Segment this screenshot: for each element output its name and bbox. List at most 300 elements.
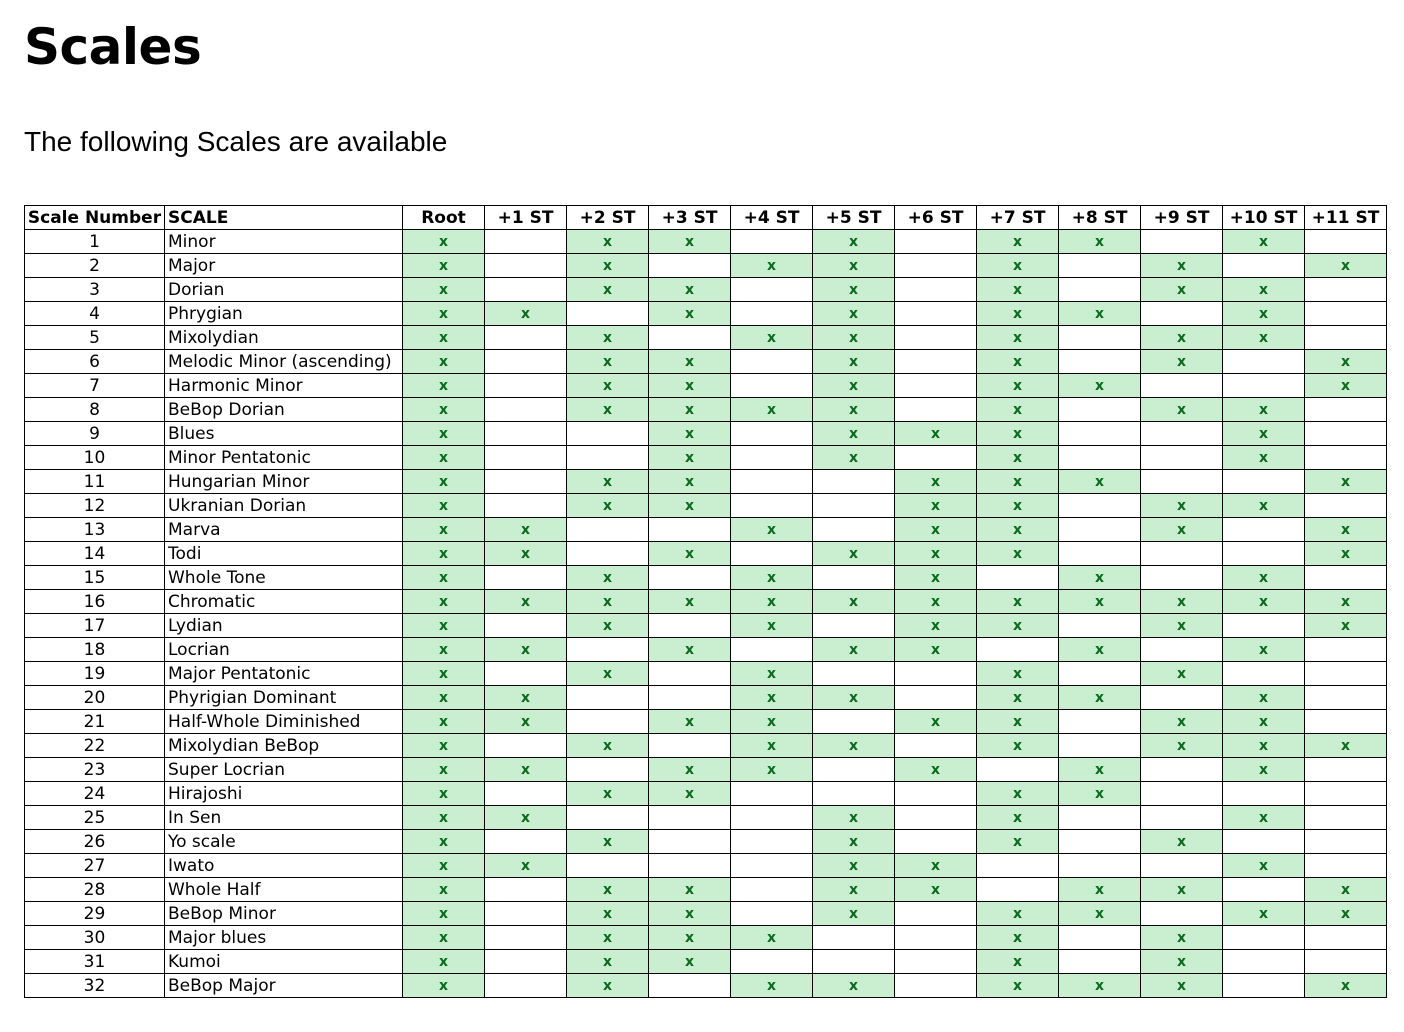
interval-mark-cell: x: [403, 422, 485, 446]
interval-empty-cell: [1305, 398, 1387, 422]
interval-empty-cell: [649, 254, 731, 278]
interval-mark-cell: x: [1223, 638, 1305, 662]
interval-mark-cell: x: [895, 638, 977, 662]
interval-mark-cell: x: [731, 566, 813, 590]
interval-mark-cell: x: [813, 854, 895, 878]
interval-mark-cell: x: [485, 854, 567, 878]
scale-number-cell: 21: [25, 710, 165, 734]
scale-number-cell: 19: [25, 662, 165, 686]
interval-empty-cell: [895, 782, 977, 806]
interval-mark-cell: x: [403, 734, 485, 758]
interval-empty-cell: [731, 950, 813, 974]
interval-empty-cell: [731, 878, 813, 902]
interval-mark-cell: x: [403, 782, 485, 806]
table-row: [25, 638, 1387, 662]
interval-mark-cell: x: [1059, 758, 1141, 782]
interval-empty-cell: [731, 446, 813, 470]
table-row: [25, 854, 1387, 878]
interval-mark-cell: x: [1305, 374, 1387, 398]
interval-empty-cell: [731, 902, 813, 926]
interval-empty-cell: [731, 542, 813, 566]
interval-empty-cell: [485, 926, 567, 950]
interval-mark-cell: x: [977, 422, 1059, 446]
interval-empty-cell: [813, 662, 895, 686]
scale-name-cell: Ukranian Dorian: [165, 494, 403, 518]
interval-mark-cell: x: [649, 782, 731, 806]
interval-empty-cell: [567, 758, 649, 782]
interval-empty-cell: [1059, 398, 1141, 422]
interval-mark-cell: x: [1305, 470, 1387, 494]
scale-name-cell: Major Pentatonic: [165, 662, 403, 686]
interval-mark-cell: x: [649, 374, 731, 398]
interval-mark-cell: x: [1141, 518, 1223, 542]
header-8-st: +8 ST: [1059, 206, 1141, 230]
interval-mark-cell: x: [813, 878, 895, 902]
interval-empty-cell: [485, 494, 567, 518]
interval-empty-cell: [977, 566, 1059, 590]
interval-empty-cell: [1141, 422, 1223, 446]
table-row: [25, 374, 1387, 398]
scale-name-cell: Major blues: [165, 926, 403, 950]
interval-mark-cell: x: [485, 686, 567, 710]
interval-empty-cell: [1305, 926, 1387, 950]
table-row: [25, 926, 1387, 950]
interval-mark-cell: x: [1059, 638, 1141, 662]
interval-mark-cell: x: [649, 950, 731, 974]
scale-name-cell: Minor Pentatonic: [165, 446, 403, 470]
interval-mark-cell: x: [567, 830, 649, 854]
scales-table: [24, 205, 1387, 998]
interval-mark-cell: x: [567, 614, 649, 638]
scale-number-cell: 5: [25, 326, 165, 350]
interval-empty-cell: [895, 326, 977, 350]
interval-empty-cell: [567, 422, 649, 446]
interval-mark-cell: x: [1223, 566, 1305, 590]
header-9-st: +9 ST: [1141, 206, 1223, 230]
interval-mark-cell: x: [649, 542, 731, 566]
interval-empty-cell: [1141, 446, 1223, 470]
scale-number-cell: 17: [25, 614, 165, 638]
interval-empty-cell: [485, 782, 567, 806]
table-row: [25, 902, 1387, 926]
interval-mark-cell: x: [1305, 614, 1387, 638]
interval-mark-cell: x: [649, 710, 731, 734]
scale-name-cell: Melodic Minor (ascending): [165, 350, 403, 374]
table-body: [25, 230, 1387, 998]
interval-mark-cell: x: [895, 470, 977, 494]
interval-empty-cell: [731, 350, 813, 374]
interval-empty-cell: [1223, 542, 1305, 566]
interval-mark-cell: x: [977, 590, 1059, 614]
interval-mark-cell: x: [813, 230, 895, 254]
interval-mark-cell: x: [813, 350, 895, 374]
interval-empty-cell: [731, 638, 813, 662]
interval-mark-cell: x: [1059, 878, 1141, 902]
interval-mark-cell: x: [1059, 686, 1141, 710]
scale-name-cell: Whole Tone: [165, 566, 403, 590]
interval-mark-cell: x: [813, 734, 895, 758]
interval-mark-cell: x: [1059, 470, 1141, 494]
scale-name-cell: Marva: [165, 518, 403, 542]
interval-empty-cell: [1059, 350, 1141, 374]
interval-empty-cell: [485, 326, 567, 350]
scale-number-cell: 26: [25, 830, 165, 854]
interval-mark-cell: x: [977, 542, 1059, 566]
interval-empty-cell: [485, 950, 567, 974]
scale-number-cell: 3: [25, 278, 165, 302]
scale-number-cell: 7: [25, 374, 165, 398]
interval-mark-cell: x: [895, 422, 977, 446]
interval-mark-cell: x: [1141, 350, 1223, 374]
table-row: [25, 710, 1387, 734]
interval-mark-cell: x: [895, 590, 977, 614]
interval-mark-cell: x: [977, 326, 1059, 350]
interval-mark-cell: x: [649, 638, 731, 662]
interval-empty-cell: [1141, 806, 1223, 830]
interval-mark-cell: x: [977, 974, 1059, 998]
interval-mark-cell: x: [1305, 518, 1387, 542]
scale-number-cell: 8: [25, 398, 165, 422]
interval-empty-cell: [1059, 254, 1141, 278]
interval-empty-cell: [1305, 686, 1387, 710]
interval-empty-cell: [895, 302, 977, 326]
interval-empty-cell: [649, 566, 731, 590]
interval-mark-cell: x: [1059, 374, 1141, 398]
table-row: [25, 734, 1387, 758]
table-row: [25, 398, 1387, 422]
interval-mark-cell: x: [1141, 926, 1223, 950]
interval-empty-cell: [1223, 878, 1305, 902]
header-1-st: +1 ST: [485, 206, 567, 230]
scale-name-cell: Major: [165, 254, 403, 278]
interval-empty-cell: [731, 806, 813, 830]
interval-mark-cell: x: [403, 446, 485, 470]
interval-empty-cell: [895, 926, 977, 950]
interval-mark-cell: x: [567, 494, 649, 518]
interval-mark-cell: x: [649, 350, 731, 374]
interval-empty-cell: [731, 302, 813, 326]
interval-empty-cell: [1305, 326, 1387, 350]
interval-mark-cell: x: [567, 974, 649, 998]
interval-mark-cell: x: [813, 902, 895, 926]
interval-mark-cell: x: [731, 974, 813, 998]
scale-name-cell: Mixolydian BeBop: [165, 734, 403, 758]
interval-mark-cell: x: [1059, 230, 1141, 254]
interval-mark-cell: x: [1141, 398, 1223, 422]
interval-empty-cell: [731, 278, 813, 302]
interval-mark-cell: x: [977, 662, 1059, 686]
interval-empty-cell: [567, 518, 649, 542]
scale-number-cell: 12: [25, 494, 165, 518]
interval-empty-cell: [1059, 422, 1141, 446]
interval-mark-cell: x: [813, 638, 895, 662]
interval-mark-cell: x: [567, 350, 649, 374]
interval-mark-cell: x: [1223, 686, 1305, 710]
table-row: [25, 302, 1387, 326]
interval-empty-cell: [895, 686, 977, 710]
interval-empty-cell: [1305, 638, 1387, 662]
interval-mark-cell: x: [1141, 590, 1223, 614]
interval-mark-cell: x: [977, 734, 1059, 758]
interval-empty-cell: [1223, 782, 1305, 806]
interval-mark-cell: x: [977, 806, 1059, 830]
interval-empty-cell: [895, 278, 977, 302]
table-row: [25, 614, 1387, 638]
interval-empty-cell: [977, 854, 1059, 878]
interval-mark-cell: x: [813, 590, 895, 614]
interval-mark-cell: x: [895, 542, 977, 566]
interval-empty-cell: [977, 758, 1059, 782]
interval-empty-cell: [813, 470, 895, 494]
interval-mark-cell: x: [813, 278, 895, 302]
interval-mark-cell: x: [1141, 326, 1223, 350]
table-row: [25, 494, 1387, 518]
scale-name-cell: Super Locrian: [165, 758, 403, 782]
interval-empty-cell: [1305, 302, 1387, 326]
interval-mark-cell: x: [977, 614, 1059, 638]
interval-mark-cell: x: [813, 542, 895, 566]
interval-empty-cell: [895, 350, 977, 374]
interval-mark-cell: x: [403, 302, 485, 326]
interval-mark-cell: x: [403, 686, 485, 710]
interval-mark-cell: x: [1141, 830, 1223, 854]
interval-empty-cell: [1141, 758, 1223, 782]
interval-mark-cell: x: [403, 614, 485, 638]
interval-empty-cell: [895, 902, 977, 926]
interval-empty-cell: [1223, 518, 1305, 542]
table-row: [25, 806, 1387, 830]
interval-mark-cell: x: [567, 878, 649, 902]
interval-mark-cell: x: [649, 398, 731, 422]
scale-name-cell: Iwato: [165, 854, 403, 878]
interval-mark-cell: x: [1305, 734, 1387, 758]
interval-mark-cell: x: [649, 902, 731, 926]
interval-empty-cell: [813, 782, 895, 806]
interval-mark-cell: x: [977, 302, 1059, 326]
header-root: Root: [403, 206, 485, 230]
interval-mark-cell: x: [567, 566, 649, 590]
interval-mark-cell: x: [813, 326, 895, 350]
interval-empty-cell: [1223, 470, 1305, 494]
interval-empty-cell: [895, 230, 977, 254]
interval-empty-cell: [1305, 662, 1387, 686]
interval-empty-cell: [567, 710, 649, 734]
scale-name-cell: Yo scale: [165, 830, 403, 854]
interval-empty-cell: [895, 806, 977, 830]
interval-mark-cell: x: [1059, 782, 1141, 806]
interval-empty-cell: [649, 614, 731, 638]
interval-mark-cell: x: [1059, 974, 1141, 998]
scale-number-cell: 25: [25, 806, 165, 830]
interval-mark-cell: x: [813, 374, 895, 398]
scale-number-cell: 22: [25, 734, 165, 758]
interval-empty-cell: [731, 230, 813, 254]
interval-mark-cell: x: [1141, 974, 1223, 998]
interval-empty-cell: [813, 566, 895, 590]
interval-empty-cell: [1059, 734, 1141, 758]
interval-mark-cell: x: [403, 926, 485, 950]
table-header-row: [25, 206, 1387, 230]
scale-number-cell: 20: [25, 686, 165, 710]
interval-empty-cell: [1305, 422, 1387, 446]
interval-mark-cell: x: [1223, 398, 1305, 422]
interval-empty-cell: [649, 974, 731, 998]
interval-empty-cell: [485, 230, 567, 254]
interval-empty-cell: [1141, 638, 1223, 662]
interval-mark-cell: x: [977, 686, 1059, 710]
interval-mark-cell: x: [895, 518, 977, 542]
interval-mark-cell: x: [731, 926, 813, 950]
interval-empty-cell: [1305, 710, 1387, 734]
table-row: [25, 686, 1387, 710]
interval-mark-cell: x: [1059, 902, 1141, 926]
interval-mark-cell: x: [1223, 302, 1305, 326]
interval-mark-cell: x: [977, 830, 1059, 854]
scale-name-cell: Hirajoshi: [165, 782, 403, 806]
interval-mark-cell: x: [1223, 326, 1305, 350]
interval-mark-cell: x: [813, 830, 895, 854]
interval-mark-cell: x: [1223, 854, 1305, 878]
interval-empty-cell: [813, 950, 895, 974]
interval-mark-cell: x: [567, 374, 649, 398]
table-row: [25, 566, 1387, 590]
interval-empty-cell: [1223, 374, 1305, 398]
table-row: [25, 830, 1387, 854]
interval-mark-cell: x: [977, 278, 1059, 302]
table-row: [25, 278, 1387, 302]
scale-number-cell: 16: [25, 590, 165, 614]
interval-empty-cell: [895, 446, 977, 470]
scale-number-cell: 4: [25, 302, 165, 326]
interval-mark-cell: x: [567, 230, 649, 254]
table-row: [25, 518, 1387, 542]
interval-empty-cell: [1141, 230, 1223, 254]
interval-empty-cell: [1141, 470, 1223, 494]
interval-mark-cell: x: [731, 614, 813, 638]
interval-empty-cell: [1305, 566, 1387, 590]
interval-mark-cell: x: [403, 230, 485, 254]
interval-mark-cell: x: [403, 326, 485, 350]
interval-mark-cell: x: [485, 638, 567, 662]
interval-mark-cell: x: [1141, 494, 1223, 518]
interval-mark-cell: x: [813, 254, 895, 278]
interval-mark-cell: x: [403, 398, 485, 422]
interval-empty-cell: [895, 662, 977, 686]
interval-mark-cell: x: [813, 686, 895, 710]
interval-empty-cell: [485, 974, 567, 998]
interval-empty-cell: [485, 422, 567, 446]
interval-mark-cell: x: [403, 518, 485, 542]
header-11-st: +11 ST: [1305, 206, 1387, 230]
interval-empty-cell: [895, 254, 977, 278]
interval-empty-cell: [1223, 974, 1305, 998]
interval-mark-cell: x: [403, 662, 485, 686]
interval-mark-cell: x: [731, 326, 813, 350]
interval-empty-cell: [731, 494, 813, 518]
interval-empty-cell: [567, 686, 649, 710]
interval-empty-cell: [813, 710, 895, 734]
interval-mark-cell: x: [485, 806, 567, 830]
interval-mark-cell: x: [567, 782, 649, 806]
interval-mark-cell: x: [403, 590, 485, 614]
interval-mark-cell: x: [895, 710, 977, 734]
scale-number-cell: 15: [25, 566, 165, 590]
scale-number-cell: 10: [25, 446, 165, 470]
interval-empty-cell: [895, 830, 977, 854]
interval-empty-cell: [485, 254, 567, 278]
interval-mark-cell: x: [485, 542, 567, 566]
interval-empty-cell: [485, 614, 567, 638]
interval-mark-cell: x: [649, 422, 731, 446]
interval-empty-cell: [731, 830, 813, 854]
scale-name-cell: Harmonic Minor: [165, 374, 403, 398]
interval-mark-cell: x: [403, 494, 485, 518]
interval-mark-cell: x: [649, 494, 731, 518]
interval-mark-cell: x: [649, 926, 731, 950]
interval-mark-cell: x: [403, 710, 485, 734]
interval-mark-cell: x: [1141, 710, 1223, 734]
interval-mark-cell: x: [485, 518, 567, 542]
interval-mark-cell: x: [731, 254, 813, 278]
interval-mark-cell: x: [403, 278, 485, 302]
interval-mark-cell: x: [567, 470, 649, 494]
interval-empty-cell: [1223, 926, 1305, 950]
interval-empty-cell: [567, 806, 649, 830]
interval-empty-cell: [1305, 278, 1387, 302]
interval-mark-cell: x: [403, 566, 485, 590]
interval-mark-cell: x: [977, 230, 1059, 254]
table-row: [25, 878, 1387, 902]
interval-empty-cell: [1305, 830, 1387, 854]
interval-mark-cell: x: [731, 710, 813, 734]
interval-mark-cell: x: [977, 710, 1059, 734]
interval-empty-cell: [1059, 950, 1141, 974]
interval-mark-cell: x: [1223, 494, 1305, 518]
interval-empty-cell: [1305, 758, 1387, 782]
scale-number-cell: 6: [25, 350, 165, 374]
interval-mark-cell: x: [403, 758, 485, 782]
interval-mark-cell: x: [403, 350, 485, 374]
header-4-st: +4 ST: [731, 206, 813, 230]
interval-mark-cell: x: [1223, 710, 1305, 734]
interval-empty-cell: [567, 542, 649, 566]
interval-empty-cell: [731, 422, 813, 446]
interval-mark-cell: x: [1223, 446, 1305, 470]
interval-empty-cell: [813, 758, 895, 782]
interval-empty-cell: [567, 638, 649, 662]
interval-empty-cell: [1059, 926, 1141, 950]
table-row: [25, 422, 1387, 446]
scale-name-cell: Half-Whole Diminished: [165, 710, 403, 734]
interval-empty-cell: [567, 446, 649, 470]
table-row: [25, 542, 1387, 566]
interval-empty-cell: [1305, 446, 1387, 470]
interval-empty-cell: [1141, 302, 1223, 326]
interval-mark-cell: x: [403, 950, 485, 974]
header-3-st: +3 ST: [649, 206, 731, 230]
interval-empty-cell: [731, 854, 813, 878]
interval-mark-cell: x: [731, 662, 813, 686]
interval-empty-cell: [649, 662, 731, 686]
interval-empty-cell: [1059, 806, 1141, 830]
interval-mark-cell: x: [1305, 542, 1387, 566]
table-row: [25, 254, 1387, 278]
interval-mark-cell: x: [649, 230, 731, 254]
interval-empty-cell: [1305, 806, 1387, 830]
interval-empty-cell: [895, 734, 977, 758]
interval-empty-cell: [485, 446, 567, 470]
interval-mark-cell: x: [1059, 590, 1141, 614]
